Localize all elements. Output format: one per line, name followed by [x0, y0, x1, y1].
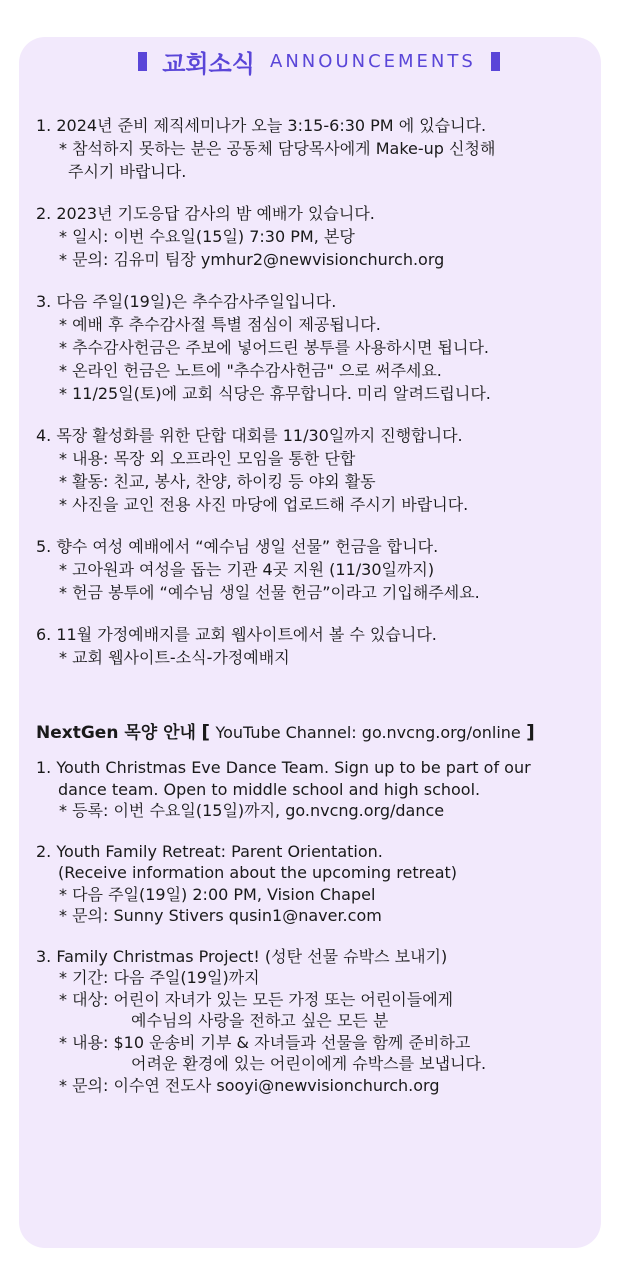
announcement-detail: * 참석하지 못하는 분은 공동체 담당목사에게 Make-up 신청해 — [59, 139, 496, 158]
nextgen-item — [36, 841, 596, 927]
announcement-headline: 5. 향수 여성 예배에서 “예수님 생일 선물” 헌금을 합니다. — [36, 537, 439, 556]
header — [0, 44, 638, 84]
announcement-headline: 1. 2024년 준비 제직세미나가 오늘 3:15-6:30 PM 에 있습니다. — [36, 116, 487, 135]
announcement-item — [36, 623, 596, 669]
announcement-item — [36, 202, 596, 271]
announcement-detail: * 예배 후 추수감사절 특별 점심이 제공됩니다. — [59, 315, 381, 334]
announcement-item — [36, 535, 596, 604]
announcement-detail: * 추수감사헌금은 주보에 넣어드린 봉투를 사용하시면 됩니다. — [59, 338, 490, 357]
announcement-headline: 4. 목장 활성화를 위한 단합 대회를 11/30일까지 진행합니다. — [36, 426, 463, 445]
nextgen-item — [36, 757, 596, 822]
nextgen-detail: * 기간: 다음 주일(19일)까지 — [59, 968, 260, 987]
nextgen-detail: * 대상: 어린이 자녀가 있는 모든 가정 또는 어린이들에게 — [59, 989, 454, 1009]
nextgen-list — [36, 757, 596, 1115]
announcement-detail: * 교회 웹사이트-소식-가정예배지 — [59, 648, 290, 667]
header-left-bar — [138, 52, 147, 71]
announcement-detail: * 온라인 헌금은 노트에 "추수감사헌금" 으로 써주세요. — [59, 361, 442, 380]
announcement-detail-continued: 주시기 바랍니다. — [68, 162, 187, 181]
nextgen-title: NextGen 목양 안내 — [36, 723, 196, 743]
announcement-item — [36, 290, 596, 405]
announcement-detail: * 내용: 목장 외 오프라인 모임을 통한 단합 — [59, 449, 356, 468]
nextgen-youtube-channel: YouTube Channel: go.nvcng.org/online — [215, 723, 521, 742]
header-title-english: ANNOUNCEMENTS — [270, 51, 476, 72]
announcement-detail: * 헌금 봉투에 “예수님 생일 선물 헌금”이라고 기입해주세요. — [59, 583, 480, 602]
nextgen-detail-continued: 어려운 환경에 있는 어린이에게 슈박스를 보냅니다. — [131, 1054, 487, 1073]
nextgen-detail-continued: 예수님의 사랑을 전하고 싶은 모든 분 — [131, 1011, 389, 1030]
nextgen-heading — [36, 718, 535, 743]
nextgen-bracket-open: [ — [201, 721, 211, 743]
announcement-item — [36, 114, 596, 183]
nextgen-detail: * 문의: Sunny Stivers qusin1@naver.com — [59, 906, 382, 925]
nextgen-item — [36, 946, 596, 1097]
nextgen-headline: 1. Youth Christmas Eve Dance Team. Sign up to be part of our — [36, 758, 531, 777]
announcement-detail: * 고아원과 여성을 돕는 기관 4곳 지원 (11/30일까지) — [59, 560, 435, 579]
announcement-detail: * 활동: 친교, 봉사, 찬양, 하이킹 등 야외 활동 — [59, 472, 376, 491]
announcement-headline: 2. 2023년 기도응답 감사의 밤 예배가 있습니다. — [36, 204, 375, 223]
announcement-list — [36, 114, 596, 688]
nextgen-headline-continued: dance team. Open to middle school and high school. — [58, 779, 481, 799]
announcement-detail: * 11/25일(토)에 교회 식당은 휴무합니다. 미리 알려드립니다. — [59, 384, 491, 403]
announcement-item — [36, 424, 596, 516]
nextgen-detail: * 등록: 이번 수요일(15일)까지, go.nvcng.org/dance — [59, 801, 445, 820]
announcement-detail: * 일시: 이번 수요일(15일) 7:30 PM, 본당 — [59, 227, 355, 246]
nextgen-detail: * 문의: 이수연 전도사 sooyi@newvisionchurch.org — [59, 1075, 440, 1095]
announcement-detail: * 문의: 김유미 팀장 ymhur2@newvisionchurch.org — [59, 250, 445, 269]
announcement-detail: * 사진을 교인 전용 사진 마당에 업로드해 주시기 바랍니다. — [59, 495, 469, 514]
announcement-headline: 3. 다음 주일(19일)은 추수감사주일입니다. — [36, 292, 337, 311]
nextgen-headline: 3. Family Christmas Project! (성탄 선물 슈박스 보내기) — [36, 946, 448, 966]
nextgen-detail: * 다음 주일(19일) 2:00 PM, Vision Chapel — [59, 884, 376, 904]
announcement-headline: 6. 11월 가정예배지를 교회 웹사이트에서 볼 수 있습니다. — [36, 625, 437, 644]
header-right-bar — [491, 52, 500, 71]
nextgen-headline: 2. Youth Family Retreat: Parent Orientation. — [36, 841, 383, 861]
nextgen-headline-continued: (Receive information about the upcoming retreat) — [58, 863, 458, 882]
header-title-korean: 교회소식 — [162, 50, 255, 78]
nextgen-detail: * 내용: $10 운송비 기부 & 자녀들과 선물을 함께 준비하고 — [59, 1032, 471, 1052]
nextgen-bracket-close: ] — [526, 721, 535, 743]
